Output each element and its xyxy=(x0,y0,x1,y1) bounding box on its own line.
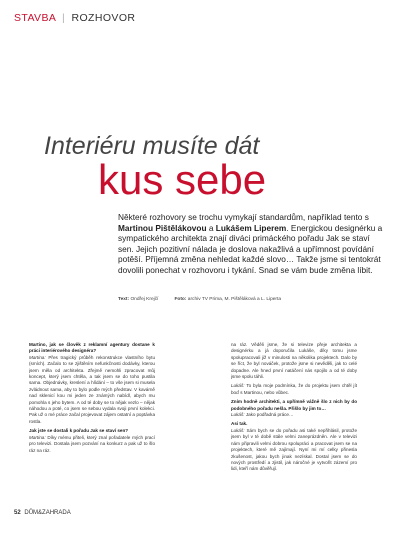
text-credit-label: Text: xyxy=(118,297,130,302)
answer-text: Díky mému přiteli, který znal pořadatele mých prací pro televizi. Dostala jsem pozvání na konkurz a pak už to šlo ráz na ráz. xyxy=(29,434,155,453)
lead-name-2: Lukášem Liperem xyxy=(215,222,287,233)
article-column-left xyxy=(29,342,155,524)
answer-text: To byla moje podmínka, že do projektu jsem chtěl jít boď s Martinou, nebo vůbec. xyxy=(231,383,357,395)
section-label: STAVBA xyxy=(14,12,56,24)
question: Martino, jak se člověk z reklamní agentury dostane k práci interiérového designéra? xyxy=(29,342,155,354)
question: Asi tak. xyxy=(231,421,248,427)
article-column-right xyxy=(231,342,357,524)
answer xyxy=(231,383,357,396)
page-footer xyxy=(14,510,71,516)
answer xyxy=(231,428,357,473)
answer xyxy=(29,355,155,425)
lead-paragraph xyxy=(118,212,384,276)
subsection-label: ROZHOVOR xyxy=(71,12,136,24)
photo-credit-label: Foto: xyxy=(174,297,187,302)
answer-text: na ráz. Věděli jsme, že si televize přeje architekta a designérku a já doporučila Lukáše, díky tomu jsme spolupracovali již v minulosti na několika projektech. Dalo by se říct, že byl nováček, protože jsme si nevěděli, jak to celé dopadne. Ale hned první natáčení nás spojilo a od té doby jsme spolu táhli. xyxy=(231,342,357,380)
title-line-1: Interiéru musíte dát xyxy=(44,132,260,160)
photo-credit-value: archiv TV Prima, M. Pištěláková a L. Liperta xyxy=(187,297,282,302)
answer xyxy=(231,412,357,418)
title-line-2: kus sebe xyxy=(98,156,267,203)
answer-text: Jako podřadná práce… xyxy=(245,412,294,418)
section-header xyxy=(14,12,135,24)
speaker: Lukáš: xyxy=(231,383,245,389)
answer-text: Sám bych se do pořadu asi také nepřihlásil, protože jsem byl v té době stále velmi zaneprázdněn. Ale v televizi nám připravili velmi dobrou spolupráci a pracovat jsem se na projektech, které mě zajímají. Nyní mi mí celky přinesla zkušenost, jakou bych jinak nezískal. Dostal jsem se do nových prostředí a zjistil, jak náročné je vytvořit zázemí pro lidi, kteří nám důvěřují. xyxy=(231,427,357,472)
question: Jak jste se dostali k pořadu Jak se staví sen? xyxy=(29,428,129,434)
lead-name-1: Martinou Pištělákovou xyxy=(118,222,207,233)
answer xyxy=(29,435,155,454)
speaker: Lukáš: xyxy=(231,427,245,433)
text-credit xyxy=(118,297,158,302)
section-separator: | xyxy=(62,12,66,24)
page-number: 52 xyxy=(14,510,21,516)
lead-and: a xyxy=(206,222,216,233)
speaker: Lukáš: xyxy=(231,412,245,418)
speaker: Martina: xyxy=(29,434,46,440)
answer xyxy=(231,342,357,380)
question: Zním hodně architekti, a upřímně vážně šlo z nich by do podobného pořadu nešla. Přišlo by jim to… xyxy=(231,399,357,411)
photo-credit xyxy=(174,297,281,302)
magazine-name: DŮM&ZAHRADA xyxy=(24,510,71,516)
speaker: Martina: xyxy=(29,354,46,360)
lead-rest: . Energickou designérku a sympatického architekta znají diváci primáckého pořadu Jak se staví sen. Jejich pozitivní nálada je doslova nakažlivá a upřímnost povídání potěší. Příjemná změna nehledat každé slovo… Takže jsme si tentokrát dovolili ponechat v rozhovoru i tykání. Snad se vám bude změna líbit. xyxy=(118,222,383,275)
credits xyxy=(118,297,384,302)
lead-intro: Některé rozhovory se trochu vymykají standardům, například tento s xyxy=(118,212,369,222)
text-credit-value: Ondřej Krejčí xyxy=(130,297,159,302)
answer-text: Přes tragický průběh rekonstrukce vlastního bytu (smích). Začalo to se zjištěním nefunkčnosti dodávky, kterou jsem měla od architekta. Zřejmě nemohli zpracovat můj koncept, který jsem chtěla, a tak jsem se do toho pustila sama. Objednávky, kreslení a hlídání – to vše jsem si musela zvládnout sama, aby to bylo podle mých představ. V kavárně nad sklenicí kou mi jeden ze známých nabídl, abych mu pomohla s jeho bytem. A od té doby se to nějak vezlo – nějak náhodou a poté, co jsem se sebou vydala svoji první kolekci. Pak už o mé práce začal projevovat zájem ostatní a poptávka rostla. xyxy=(29,354,155,424)
